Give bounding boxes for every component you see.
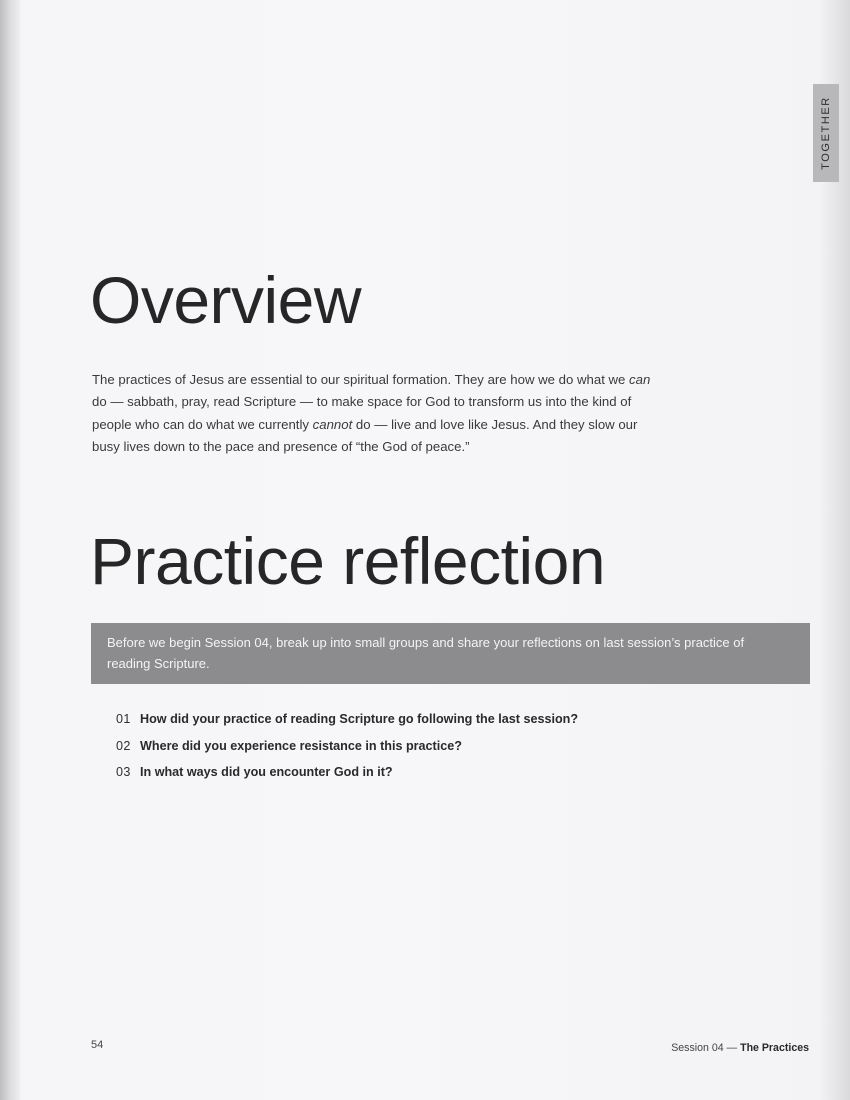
footer-title: The Practices	[740, 1042, 809, 1054]
practice-reflection-heading: Practice reflection	[90, 524, 606, 598]
overview-paragraph	[92, 369, 652, 459]
reflection-questions-list	[116, 706, 578, 786]
question-item	[116, 759, 578, 786]
overview-emphasis-can: can	[629, 372, 651, 387]
question-item	[116, 733, 578, 760]
overview-emphasis-cannot: cannot	[312, 416, 353, 432]
question-number: 01	[116, 712, 131, 727]
instruction-banner-text: Before we begin Session 04, break up into small groups and share your reflections on last session’s practice of reading Scripture.	[107, 635, 745, 671]
question-text: How did your practice of reading Scripture go following the last session?	[140, 712, 579, 727]
question-text: Where did you experience resistance in this practice?	[140, 738, 462, 753]
question-number: 03	[116, 765, 131, 780]
question-item	[116, 706, 578, 733]
question-text: In what ways did you encounter God in it?	[140, 765, 393, 780]
page-number: 54	[91, 1039, 104, 1051]
overview-text-part-2: do — sabbath, pray, read Scripture — to make space for God to transform us into the kind of people who can do what we currently	[92, 394, 632, 432]
footer-session: Session 04 —	[671, 1042, 741, 1054]
instruction-banner	[91, 623, 810, 684]
overview-text-part-1: The practices of Jesus are essential to our spiritual formation. They are how we do what we	[92, 372, 630, 387]
section-side-tab	[813, 84, 839, 182]
side-tab-label: TOGETHER	[820, 96, 832, 170]
page-binding-edge	[0, 0, 20, 1100]
overview-text-part-3: do — live and love like Jesus. And they slow our busy lives down to the pace and presence of “the God of peace.”	[92, 416, 638, 455]
running-footer	[671, 1042, 809, 1054]
overview-heading: Overview	[90, 263, 362, 337]
question-number: 02	[116, 738, 131, 753]
